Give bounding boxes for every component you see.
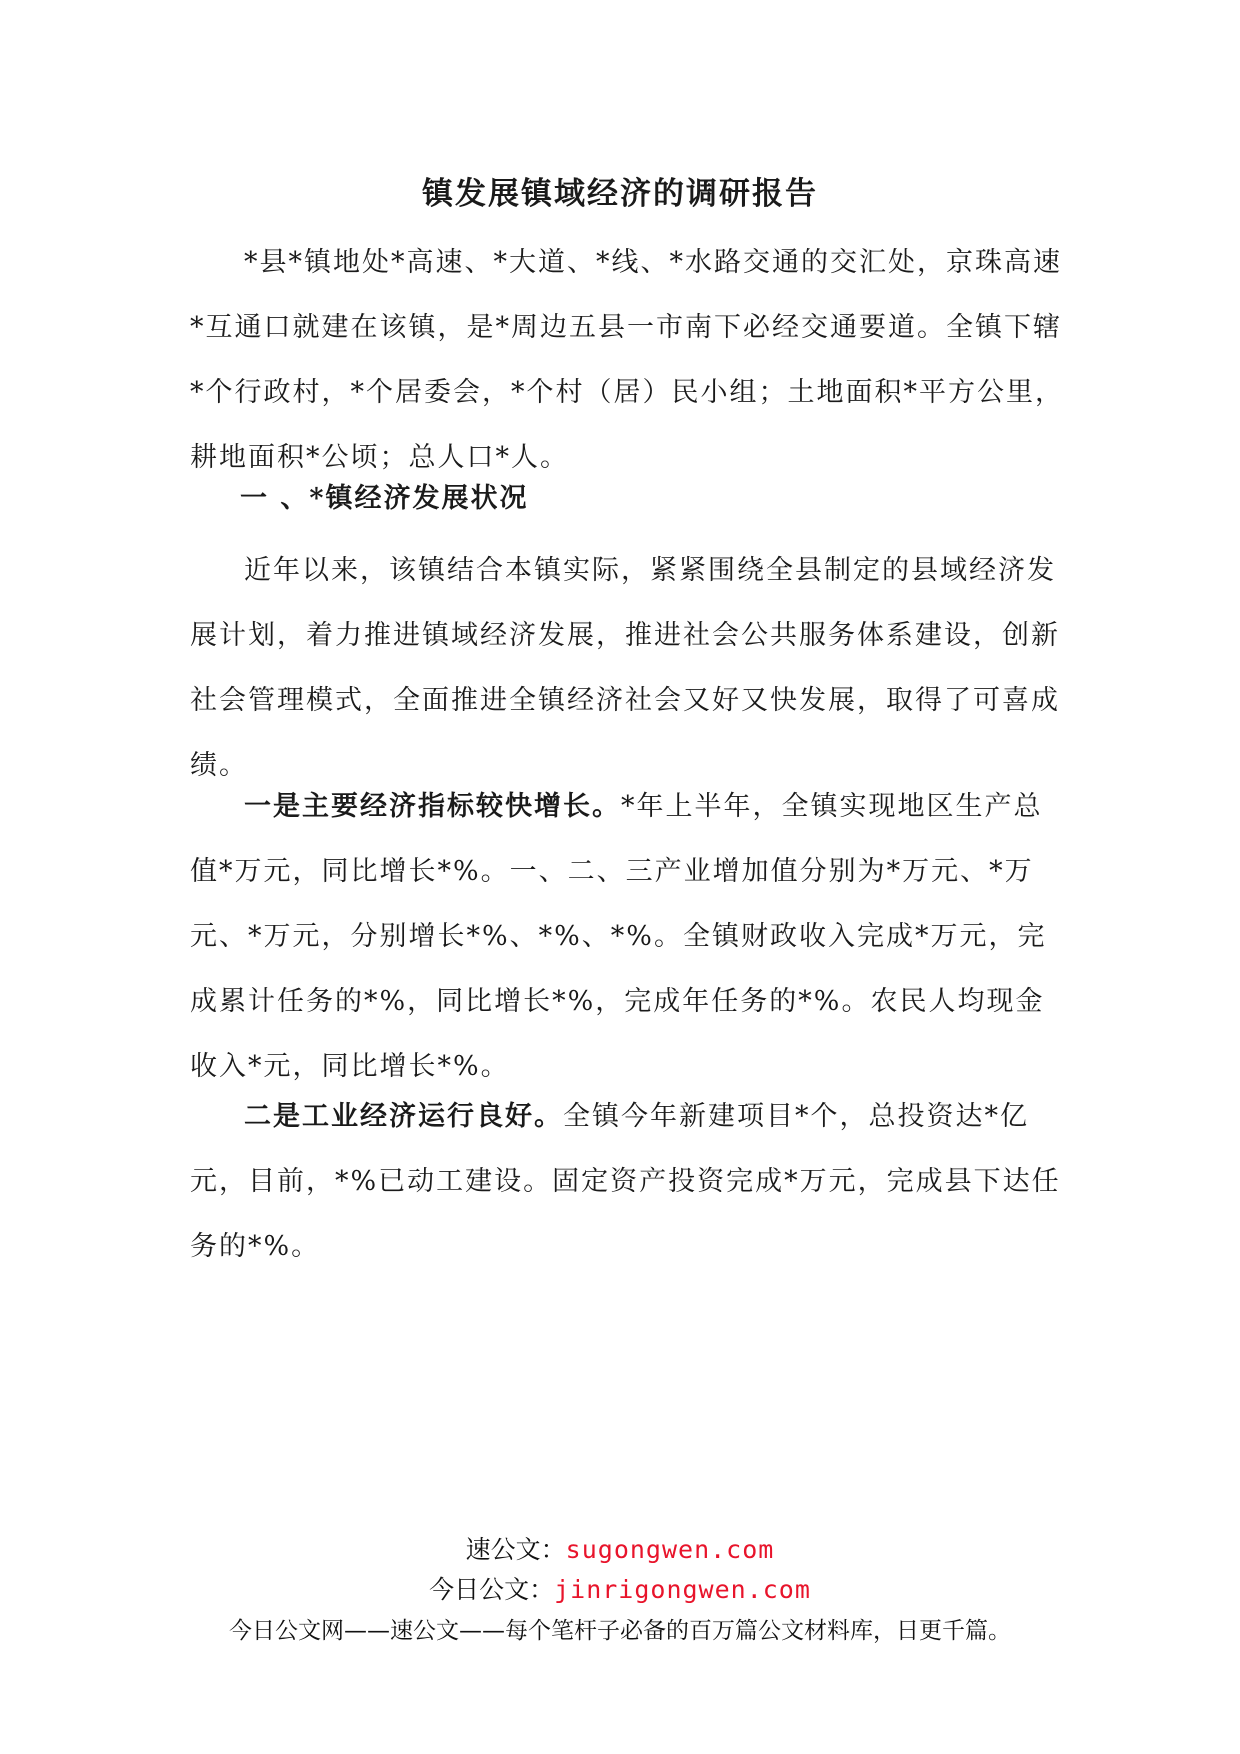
point-two-paragraph [190,1084,1070,1279]
point-one-text: *年上半年，全镇实现地区生产总值*万元，同比增长*%。一、二、三产业增加值分别为*万元、*万元、*万元，分别增长*%、*%、*%。全镇财政收入完成*万元，完成累计任务的*%，同比增长*%，完成年任务的*%。农民人均现金收入*元，同比增长*%。 [190,791,1047,1082]
document-title: 镇发展镇域经济的调研报告 [422,176,818,212]
footer-line-1 [0,1530,1240,1566]
footer-label-2: 今日公文： [429,1575,555,1604]
section-heading: 一 、*镇经济发展状况 [240,483,529,514]
footer-tagline: 今日公文网——速公文——每个笔杆子必备的百万篇公文材料库，日更千篇。 [229,1618,1011,1644]
point-two-text: 全镇今年新建项目*个，总投资达*亿元，目前，*%已动工建设。固定资产投资完成*万元，完成县下达任务的*%。 [190,1101,1061,1262]
jinrigongwen-link[interactable]: jinrigongwen.com [554,1575,811,1604]
point-two-lead: 二是工业经济运行良好。 [244,1101,563,1132]
footer-label-1: 速公文： [465,1535,566,1564]
point-one-paragraph [190,774,1070,1099]
section-paragraph: 近年以来，该镇结合本镇实际，紧紧围绕全县制定的县域经济发展计划，着力推进镇域经济发展，推进社会公共服务体系建设，创新社会管理模式，全面推进全镇经济社会又好又快发展，取得了可喜成绩。 [190,555,1060,781]
intro-paragraph: *县*镇地处*高速、*大道、*线、*水路交通的交汇处，京珠高速*互通口就建在该镇，是*周边五县一市南下必经交通要道。全镇下辖*个行政村，*个居委会，*个村（居）民小组；土地面积*平方公里，耕地面积*公顷；总人口*人。 [190,247,1064,473]
sugongwen-link[interactable]: sugongwen.com [565,1535,775,1564]
footer-line-2 [0,1570,1240,1606]
point-one-lead: 一是主要经济指标较快增长。 [244,791,621,822]
